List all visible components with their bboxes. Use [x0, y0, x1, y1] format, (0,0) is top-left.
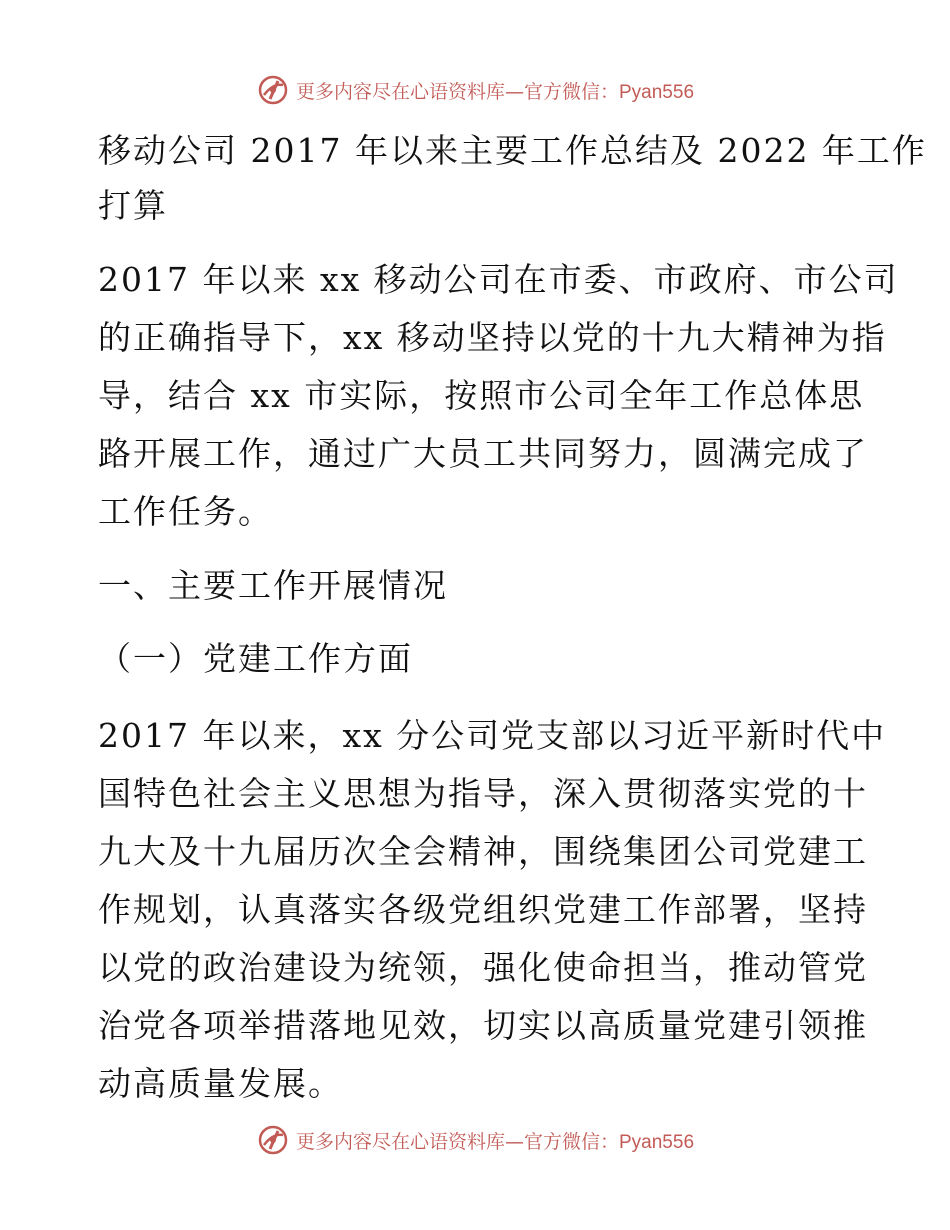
watermark-text	[296, 1127, 694, 1154]
watermark-separator: —	[504, 80, 524, 103]
subsection-heading-text: （一）党建工作方面	[98, 639, 413, 678]
book-pen-logo-icon	[256, 1123, 290, 1157]
book-pen-logo-icon	[256, 73, 290, 107]
watermark-wechat-label: 官方微信：	[523, 80, 619, 103]
section-heading-text: 一、主要工作开展情况	[98, 566, 448, 605]
watermark-main: 更多内容尽在心语资料库	[295, 1130, 505, 1153]
paragraph-line: 动高质量发展。	[98, 1064, 343, 1103]
title-line: 打算	[98, 186, 168, 225]
paragraph-line: 路开展工作，通过广大员工共同努力，圆满完成了	[98, 434, 868, 473]
section-heading	[98, 560, 858, 612]
subsection-heading	[98, 633, 858, 685]
paragraph-line: 工作任务。	[98, 492, 273, 531]
intro-paragraph	[98, 254, 899, 544]
paragraph-line: 以党的政治建设为统领，强化使命担当，推动管党	[98, 948, 868, 987]
document-title	[98, 125, 927, 235]
paragraph-line: 的正确指导下，xx 移动坚持以党的十九大精神为指	[98, 318, 887, 357]
paragraph-line: 九大及十九届历次全会精神，围绕集团公司党建工	[98, 832, 868, 871]
body-paragraph	[98, 710, 887, 1116]
watermark-main: 更多内容尽在心语资料库	[295, 80, 505, 103]
header-watermark	[0, 70, 950, 110]
paragraph-line: 2017 年以来 xx 移动公司在市委、市政府、市公司	[98, 260, 899, 299]
paragraph-line: 导，结合 xx 市实际，按照市公司全年工作总体思	[98, 376, 865, 415]
watermark-separator: —	[504, 1130, 524, 1153]
paragraph-line: 治党各项举措落地见效，切实以高质量党建引领推	[98, 1006, 868, 1045]
title-line: 移动公司 2017 年以来主要工作总结及 2022 年工作	[98, 131, 927, 170]
watermark-wechat-id: Pyan556	[619, 1131, 695, 1153]
watermark-wechat-id: Pyan556	[619, 81, 695, 103]
watermark-wechat-label: 官方微信：	[523, 1130, 619, 1153]
watermark-text	[296, 77, 694, 104]
paragraph-line: 国特色社会主义思想为指导，深入贯彻落实党的十	[98, 774, 868, 813]
footer-watermark	[0, 1120, 950, 1160]
paragraph-line: 作规划，认真落实各级党组织党建工作部署，坚持	[98, 890, 868, 929]
paragraph-line: 2017 年以来，xx 分公司党支部以习近平新时代中	[98, 716, 887, 755]
